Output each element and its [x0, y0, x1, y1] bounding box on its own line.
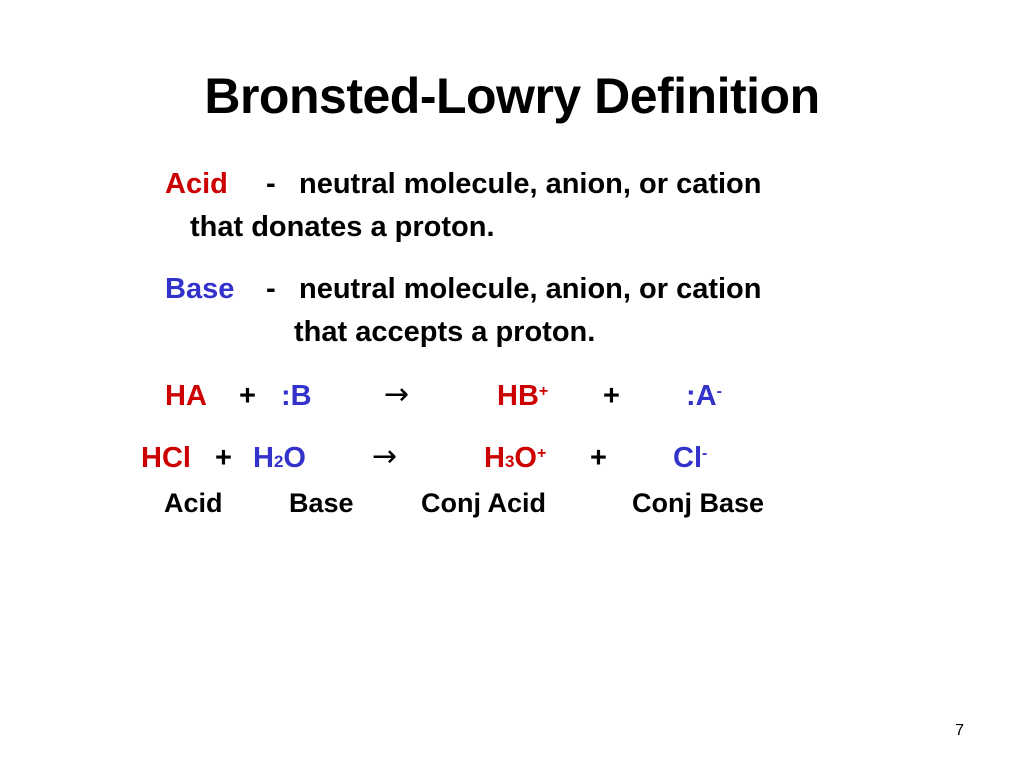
base-dash: - — [266, 273, 276, 305]
label-base: Base — [289, 488, 354, 518]
example-reactant-base — [253, 440, 306, 476]
general-product-conj-base-charge: - — [716, 383, 722, 400]
general-product-conj-acid-formula: HB — [497, 380, 539, 412]
page-number: 7 — [955, 722, 964, 739]
label-conj-base: Conj Base — [632, 488, 765, 518]
example-reactant-base-o: O — [283, 442, 306, 474]
example-reactant-acid: HCl — [141, 442, 191, 474]
general-reactant-acid: HA — [165, 380, 207, 412]
example-reactant-base-h: H — [253, 442, 274, 474]
example-product-conj-acid-subscript: 3 — [504, 452, 515, 471]
example-product-conj-acid-h: H — [484, 442, 505, 474]
general-plus-1: + — [239, 380, 256, 412]
slide-title: Bronsted-Lowry Definition — [204, 68, 820, 124]
base-term: Base — [165, 273, 235, 305]
label-conj-acid: Conj Acid — [421, 488, 546, 518]
example-product-conj-base-charge: - — [702, 445, 708, 462]
example-product-conj-base-formula: Cl — [673, 442, 702, 474]
example-product-conj-acid-o: O — [514, 442, 537, 474]
example-reactant-base-subscript: 2 — [273, 452, 284, 471]
general-product-conj-base-formula: :A — [686, 380, 717, 412]
example-product-conj-acid-charge: + — [536, 445, 547, 462]
general-product-conj-acid — [497, 378, 548, 414]
general-product-conj-base — [686, 378, 722, 414]
acid-definition-line1: neutral molecule, anion, or cation — [299, 168, 762, 200]
example-reaction-arrow-icon: → — [372, 439, 398, 474]
example-product-conj-acid — [484, 440, 546, 476]
base-definition-line2: that accepts a proton. — [294, 316, 596, 348]
general-reactant-base: :B — [281, 380, 312, 412]
example-plus-1: + — [215, 442, 232, 474]
acid-dash: - — [266, 168, 276, 200]
acid-definition-line2: that donates a proton. — [190, 211, 495, 243]
general-reaction-arrow-icon: → — [384, 377, 410, 412]
label-acid: Acid — [164, 488, 223, 518]
acid-term: Acid — [165, 168, 228, 200]
general-plus-2: + — [603, 380, 620, 412]
example-plus-2: + — [590, 442, 607, 474]
base-definition-line1: neutral molecule, anion, or cation — [299, 273, 762, 305]
general-product-conj-acid-charge: + — [538, 383, 549, 400]
example-product-conj-base — [673, 440, 707, 476]
